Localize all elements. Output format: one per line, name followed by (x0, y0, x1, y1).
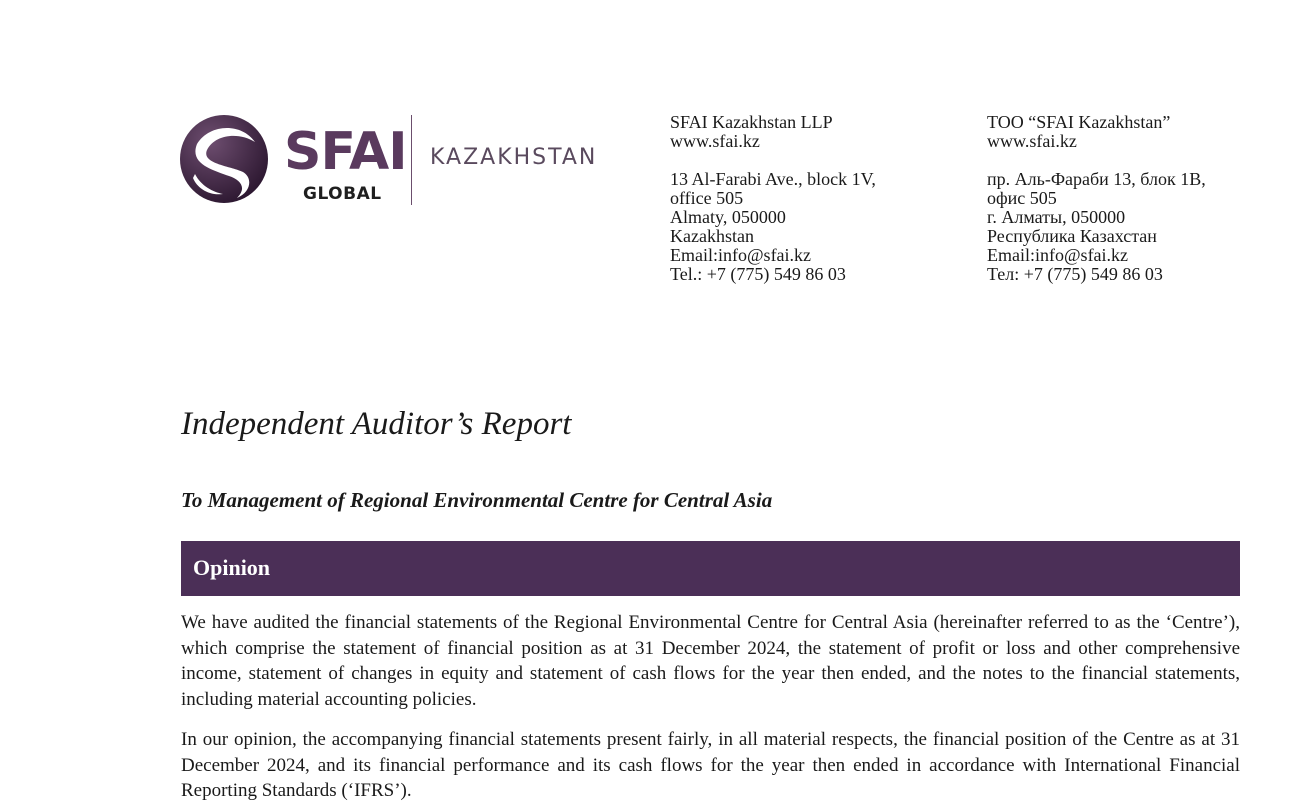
street-line-1: пр. Аль-Фараби 13, блок 1B, (987, 169, 1206, 189)
address-block-russian (987, 113, 1287, 284)
phone-line: Tel.: +7 (775) 549 86 03 (670, 264, 846, 284)
country-line: Республика Казахстан (987, 226, 1157, 246)
brand-divider (411, 115, 412, 205)
company-name: SFAI Kazakhstan LLP (670, 112, 833, 132)
street-line-2: офис 505 (987, 188, 1057, 208)
country-line: Kazakhstan (670, 226, 754, 246)
sfai-logo-icon (179, 114, 269, 204)
street-line-1: 13 Al-Farabi Ave., block 1V, (670, 169, 876, 189)
email-link[interactable]: Email:info@sfai.kz (670, 245, 812, 265)
company-name: ТОО “SFAI Kazakhstan” (987, 112, 1171, 132)
section-heading: Opinion (193, 555, 271, 580)
brand-subtitle: GLOBAL (303, 184, 382, 204)
brand-name: SFAI (284, 122, 407, 182)
website-link[interactable]: www.sfai.kz (987, 131, 1077, 151)
street-line-2: office 505 (670, 188, 744, 208)
report-addressee: To Management of Regional Environmental Centre for Central Asia (181, 488, 773, 512)
report-title: Independent Auditor’s Report (181, 406, 572, 442)
opinion-paragraph-1: We have audited the financial statements of the Regional Environmental Centre for Central Asia (hereinafter referred to as the ‘Centre’), which comprise the statement of financial position as at 31 December 2024, the statement of profit or loss and other comprehensive income, statement of changes in equity and statement of cash flows for the year then ended, and the notes to the financial statements, including material accounting policies. (181, 612, 1240, 710)
website-link[interactable]: www.sfai.kz (670, 131, 760, 151)
opinion-paragraph-2: In our opinion, the accompanying financial statements present fairly, in all material respects, the financial position of the Centre as at 31 December 2024, and its financial performance and its cash flows for the year then ended in accordance with International Financial Reporting Standards (‘IFRS’). (181, 729, 1240, 801)
city-line: Almaty, 050000 (670, 207, 786, 227)
brand-region: KAZAKHSTAN (430, 145, 598, 170)
phone-line: Тел: +7 (775) 549 86 03 (987, 264, 1163, 284)
address-block-english (670, 113, 970, 284)
section-header-opinion (181, 541, 1240, 596)
city-line: г. Алматы, 050000 (987, 207, 1126, 227)
email-link[interactable]: Email:info@sfai.kz (987, 245, 1129, 265)
